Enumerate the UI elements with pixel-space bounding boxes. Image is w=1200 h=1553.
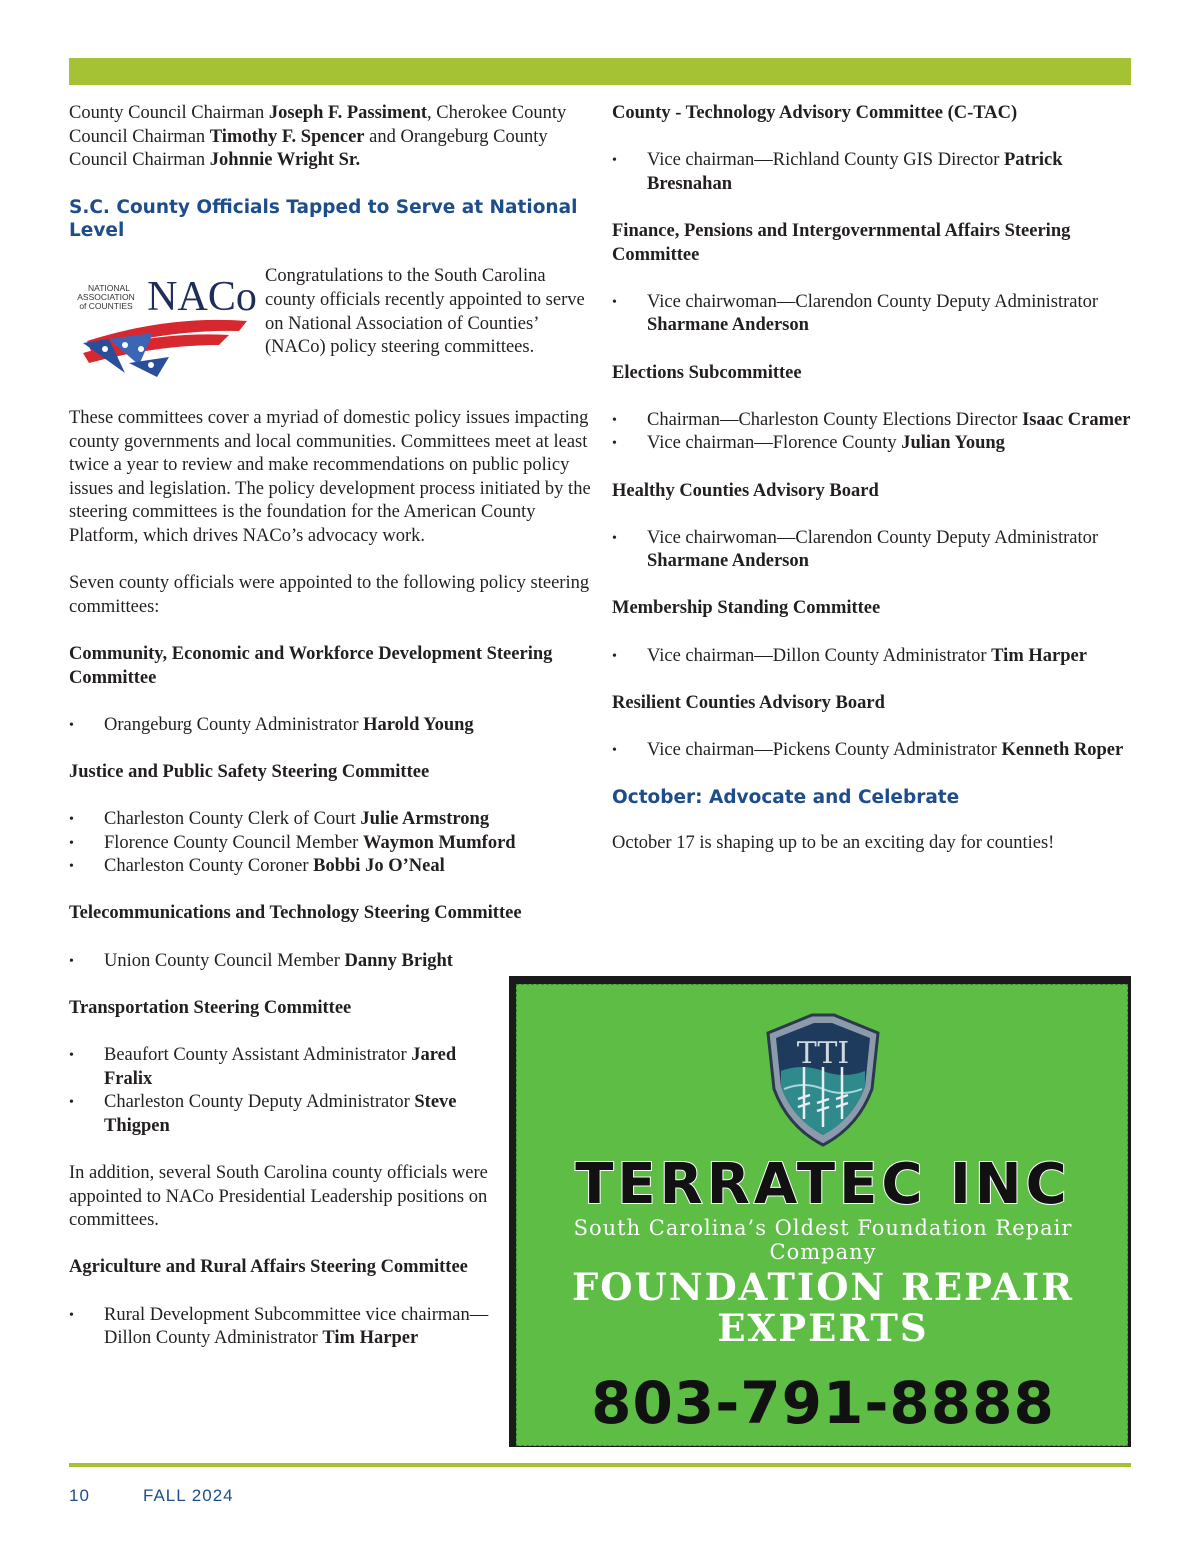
member-item: • Chairman—Charleston County Elections Director Isaac Cramer bbox=[612, 409, 1132, 433]
committee-title: Finance, Pensions and Intergovernmental Affairs Steering Committee bbox=[612, 220, 1071, 265]
member-item: • Vice chairwoman—Clarendon County Deputy Administrator Sharmane Anderson bbox=[612, 291, 1132, 338]
ad-headline bbox=[517, 1267, 1129, 1349]
committee-members bbox=[69, 950, 594, 974]
committee-title: Justice and Public Safety Steering Committee bbox=[69, 761, 430, 782]
ad-tagline: South Carolina’s Oldest Foundation Repair Company bbox=[573, 1216, 1073, 1264]
right-column bbox=[612, 102, 1132, 879]
section-heading-october: October: Advocate and Celebrate bbox=[612, 787, 960, 809]
ad-headline-line1: FOUNDATION REPAIR bbox=[572, 1265, 1074, 1309]
intro-paragraph: County Council Chairman Joseph F. Passiment, Cherokee County Council Chairman Timothy F. Spencer and Orangeburg County Council Chairman Johnnie Wright Sr. bbox=[69, 103, 567, 171]
committee-title: Community, Economic and Workforce Development Steering Committee bbox=[69, 643, 553, 688]
naco-logo-line3: of COUNTIES bbox=[79, 301, 133, 312]
committee-members bbox=[69, 714, 594, 738]
committee-title: Resilient Counties Advisory Board bbox=[612, 692, 885, 713]
member-item: • Florence County Council Member Waymon Mumford bbox=[69, 832, 594, 856]
naco-logo-mark: NACo bbox=[147, 274, 257, 321]
committee-members bbox=[612, 149, 1132, 196]
member-item: • Rural Development Subcommittee vice chairman—Dillon County Administrator Tim Harper bbox=[69, 1304, 504, 1351]
member-item: • Beaufort County Assistant Administrator Jared Fralix bbox=[69, 1044, 474, 1091]
naco-intro bbox=[69, 265, 594, 383]
section-heading-national: S.C. County Officials Tapped to Serve at National Level bbox=[69, 197, 578, 242]
member-item: • Charleston County Coroner Bobbi Jo O’Neal bbox=[69, 855, 594, 879]
page-number: 10 bbox=[69, 1486, 90, 1505]
october-paragraph: October 17 is shaping up to be an exciting day for counties! bbox=[612, 833, 1055, 854]
committee-title: Agriculture and Rural Affairs Steering Committee bbox=[69, 1257, 468, 1278]
terratec-shield-logo bbox=[762, 1011, 884, 1147]
naco-logo bbox=[69, 265, 265, 383]
committee-members bbox=[69, 808, 594, 879]
tti-logo-mark: TTI bbox=[796, 1036, 850, 1071]
committee-members bbox=[612, 291, 1132, 338]
ad-company-name: TERRATEC INC bbox=[575, 1152, 1071, 1217]
appointments-intro: Seven county officials were appointed to the following policy steering committees: bbox=[69, 573, 590, 617]
top-accent-bar bbox=[69, 58, 1131, 85]
ad-headline-line2: EXPERTS bbox=[717, 1306, 929, 1350]
committees-description: These committees cover a myriad of domestic policy issues impacting county governments and local communities. Committees meet at least twice a year to review and make recommendations on public policy issues and legislation. The policy development process initiated by the steering committees is the foundation for the American County Platform, which drives NACo’s advocacy work. bbox=[69, 407, 591, 546]
committee-members bbox=[612, 409, 1132, 456]
committee-title: Telecommunications and Technology Steering Committee bbox=[69, 903, 522, 924]
committee-members bbox=[612, 527, 1132, 574]
member-item: • Vice chairman—Dillon County Administrator Tim Harper bbox=[612, 645, 1132, 669]
bottom-accent-bar bbox=[69, 1463, 1131, 1467]
committee-members bbox=[612, 739, 1132, 763]
naco-congratulations: Congratulations to the South Carolina county officials recently appointed to serve on National Association of Counties’ (NACo) policy steering committees. bbox=[265, 266, 585, 358]
naco-logo-line1: NATIONAL bbox=[88, 283, 130, 294]
committee-title: Membership Standing Committee bbox=[612, 598, 881, 619]
committee-members bbox=[612, 645, 1132, 669]
committee-members bbox=[69, 1044, 474, 1138]
member-item: • Vice chairman—Florence County Julian Young bbox=[612, 432, 1132, 456]
committee-title: Transportation Steering Committee bbox=[69, 997, 352, 1018]
member-item: • Orangeburg County Administrator Harold Young bbox=[69, 714, 594, 738]
member-item: • Vice chairman—Pickens County Administrator Kenneth Roper bbox=[612, 739, 1132, 763]
issue-label: FALL 2024 bbox=[143, 1486, 234, 1505]
member-item: • Vice chairman—Richland County GIS Director Patrick Bresnahan bbox=[612, 149, 1132, 196]
member-item: • Charleston County Clerk of Court Julie Armstrong bbox=[69, 808, 594, 832]
ad-phone-number[interactable]: 803-791-8888 bbox=[591, 1369, 1055, 1437]
member-item: • Union County Council Member Danny Bright bbox=[69, 950, 594, 974]
committee-title: Healthy Counties Advisory Board bbox=[612, 480, 879, 501]
committee-title: Elections Subcommittee bbox=[612, 362, 802, 383]
leadership-paragraph: In addition, several South Carolina county officials were appointed to NACo Presidential Leadership positions on committees. bbox=[69, 1162, 488, 1231]
terratec-advertisement[interactable] bbox=[516, 984, 1128, 1446]
committee-title: County - Technology Advisory Committee (C-TAC) bbox=[612, 103, 1018, 123]
committee-members bbox=[69, 1304, 504, 1351]
member-item: • Vice chairwoman—Clarendon County Deputy Administrator Sharmane Anderson bbox=[612, 527, 1132, 574]
naco-logo-line2: ASSOCIATION bbox=[77, 292, 135, 303]
member-item: • Charleston County Deputy Administrator Steve Thigpen bbox=[69, 1091, 474, 1138]
